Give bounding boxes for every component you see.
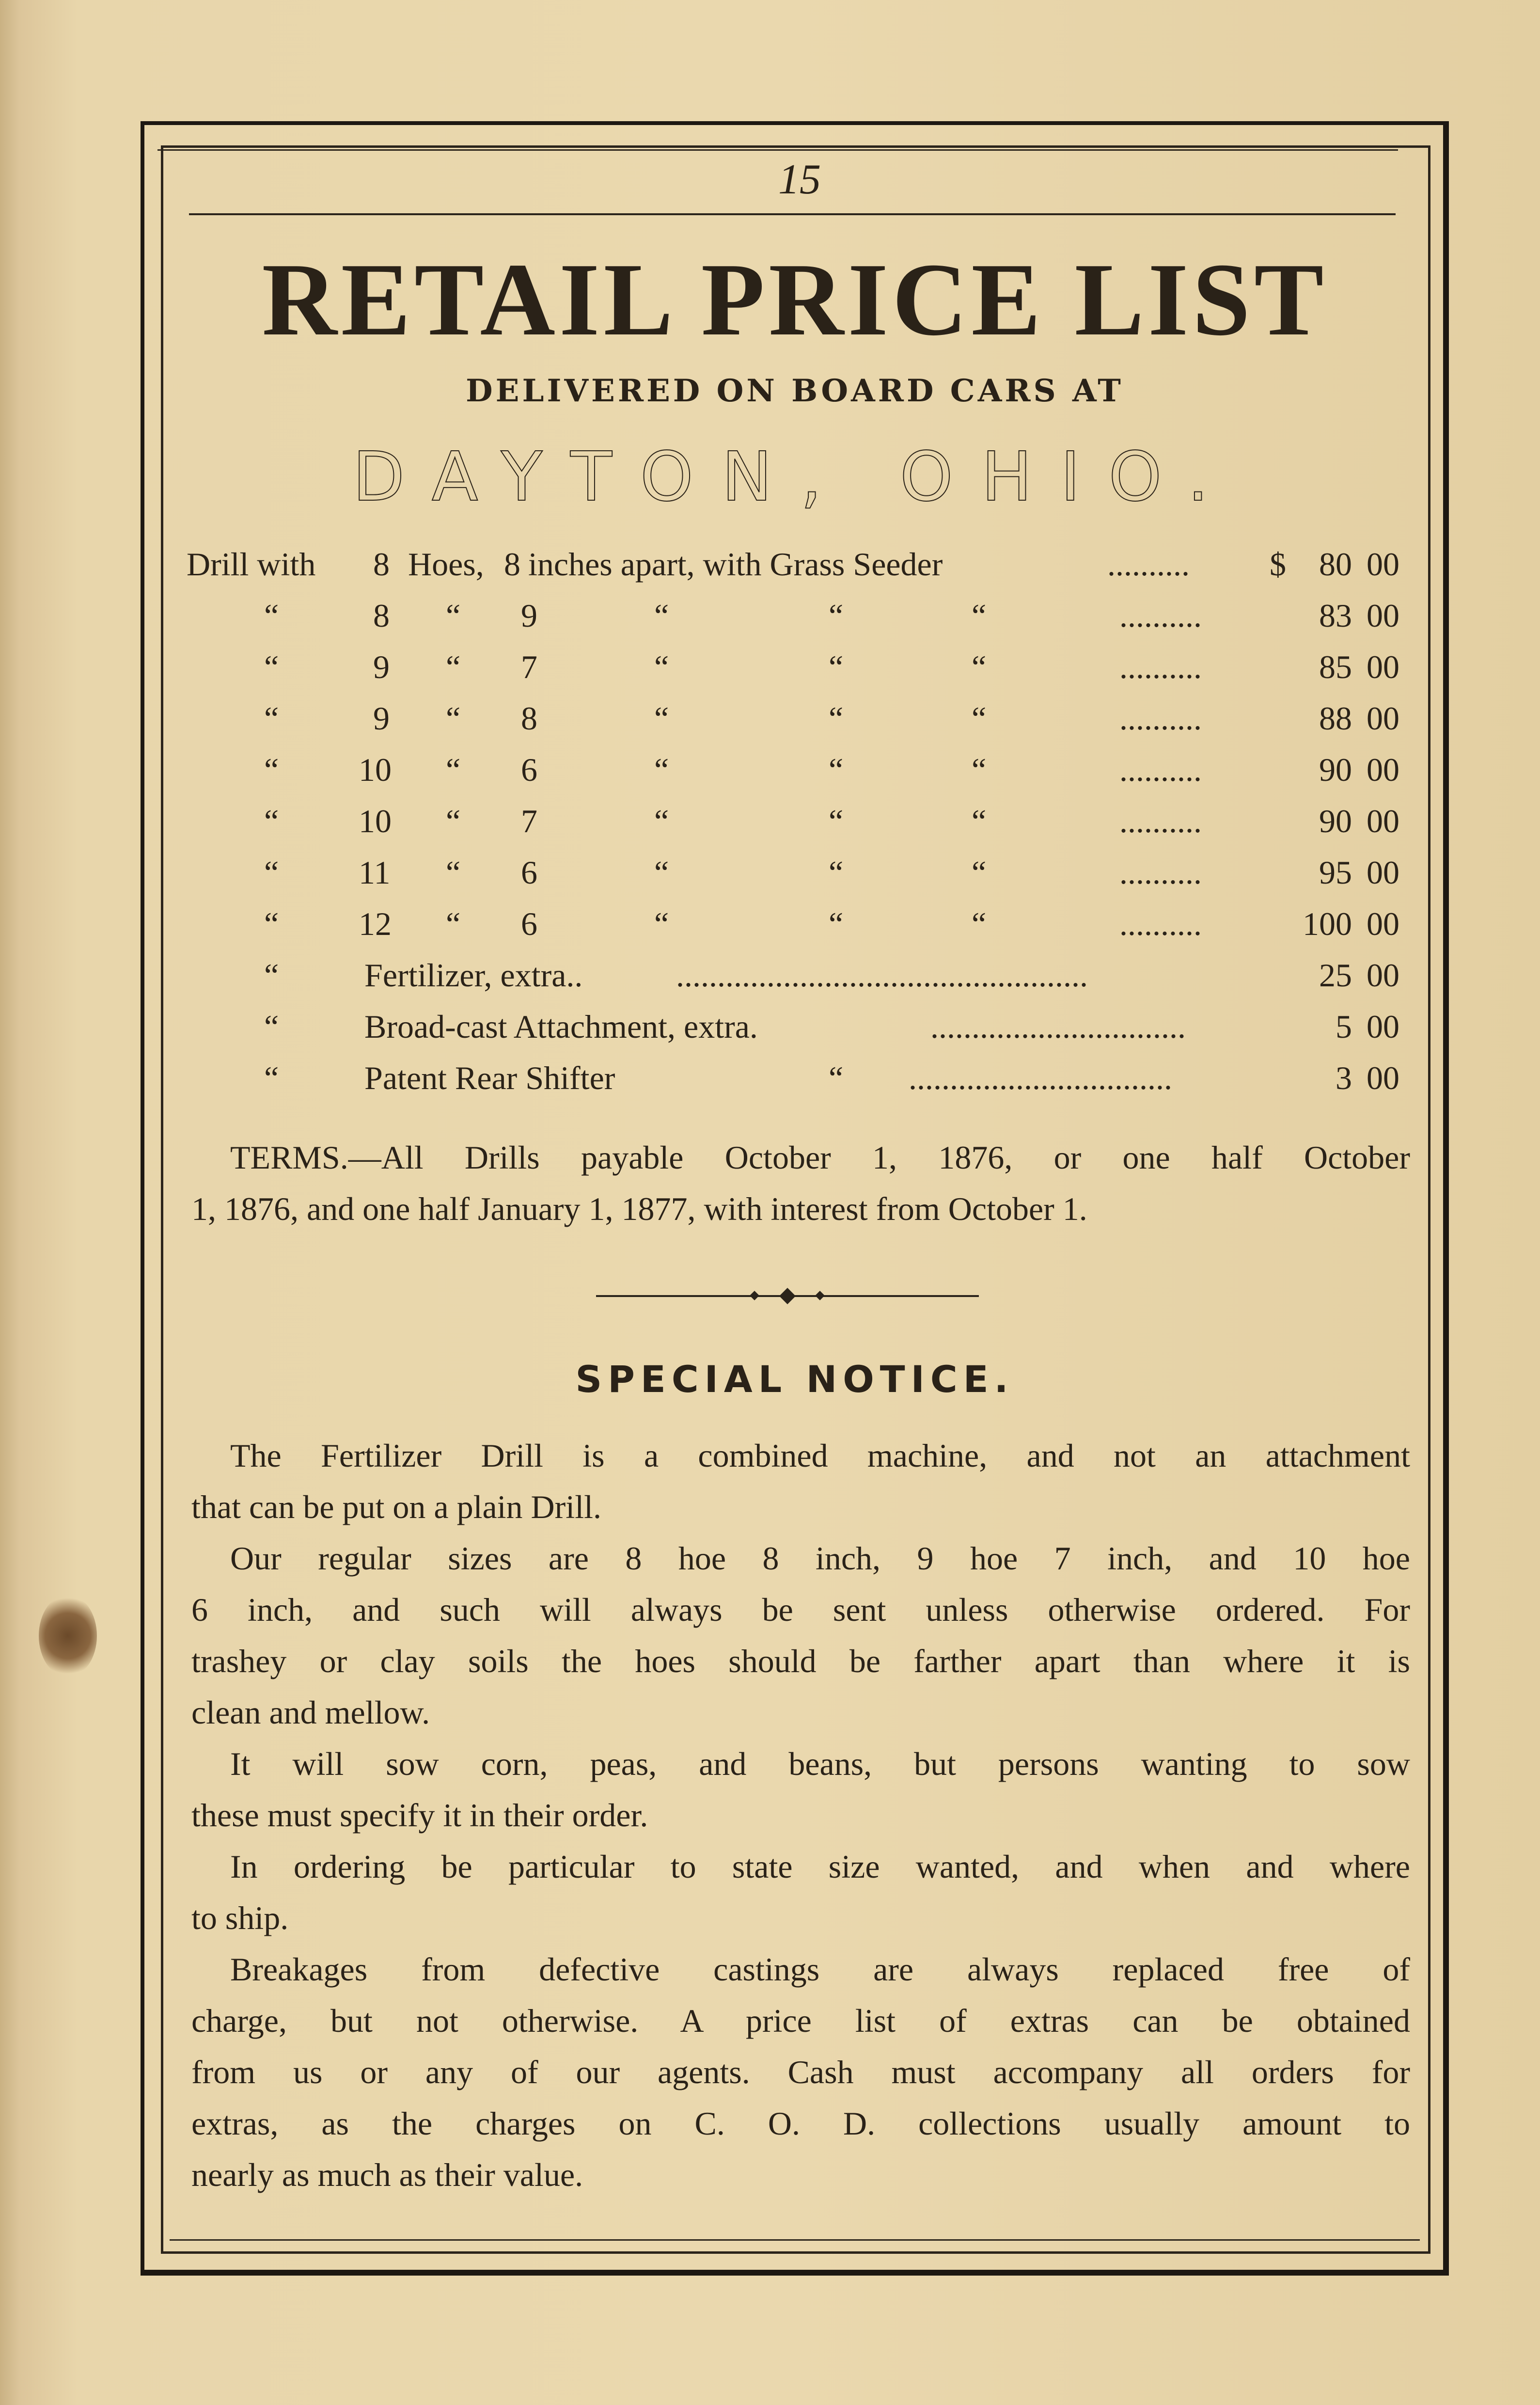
extra-dots: ............................... <box>930 1010 1186 1043</box>
notice-paragraph-2-line: 6 inch, and such will always be sent unless otherwise ordered. For <box>191 1591 1410 1628</box>
paper-stain <box>39 1595 97 1677</box>
notice-paragraph-5-line: from us or any of our agents. Cash must accompany all orders for <box>191 2054 1410 2090</box>
ornamental-divider <box>596 1295 979 1297</box>
row-ditto-1: “ <box>654 700 669 737</box>
row-ditto-3: “ <box>972 905 987 942</box>
row-ditto-1: “ <box>654 597 669 634</box>
page-number: 15 <box>778 156 821 203</box>
row-cents: 00 <box>1367 854 1399 891</box>
row-cents: 00 <box>1367 649 1399 685</box>
row-inches: 6 <box>521 905 537 942</box>
row-hoes-ditto: “ <box>446 905 461 942</box>
row-ditto-1: “ <box>654 803 669 839</box>
row-ditto-2: “ <box>829 649 844 685</box>
notice-paragraph-4-line: to ship. <box>191 1899 289 1936</box>
row-dots: .......... <box>1119 700 1202 737</box>
row-price: 90 <box>1319 803 1352 839</box>
row-inches: 8 <box>521 700 537 737</box>
row-inches: 6 <box>521 854 537 891</box>
row-hoes-ditto: “ <box>446 803 461 839</box>
row-dots: .......... <box>1119 597 1202 634</box>
extra-cents: 00 <box>1367 1008 1399 1045</box>
row-hoes: 9 <box>373 700 390 737</box>
row-hoes: 11 <box>359 854 391 891</box>
notice-paragraph-5-line: Breakages from defective castings are always replaced free of <box>230 1951 1410 1988</box>
row-ditto: “ <box>264 700 279 737</box>
row-hoes-ditto: “ <box>446 751 461 788</box>
row-hoes-ditto: “ <box>446 597 461 634</box>
row-hoes: 10 <box>359 751 392 788</box>
row-ditto-1: “ <box>654 854 669 891</box>
row-dots: .......... <box>1119 649 1202 685</box>
row-ditto-2: “ <box>829 597 844 634</box>
notice-paragraph-5-line: nearly as much as their value. <box>191 2156 583 2193</box>
row-item: Drill with <box>187 546 316 583</box>
row-hoes: 10 <box>359 803 392 839</box>
extra-price: 25 <box>1319 957 1352 994</box>
extra-ditto: “ <box>264 957 279 994</box>
extra-cents: 00 <box>1367 1060 1399 1096</box>
row-ditto: “ <box>264 905 279 942</box>
notice-paragraph-5-line: extras, as the charges on C. O. D. collections usually amount to <box>191 2105 1410 2142</box>
row-dollar: $ <box>1270 546 1286 583</box>
row-ditto-1: “ <box>654 905 669 942</box>
extra-price: 5 <box>1336 1008 1352 1045</box>
page-subtitle: DELIVERED ON BOARD CARS AT <box>466 373 1124 409</box>
terms-line: 1, 1876, and one half January 1, 1877, with interest from October 1. <box>191 1190 1087 1227</box>
page-title: RETAIL PRICE LIST <box>262 241 1328 357</box>
row-ditto-3: “ <box>972 751 987 788</box>
extra-ditto-2: “ <box>829 1060 844 1096</box>
row-hoes: 8 <box>373 597 390 634</box>
row-dots: .......... <box>1119 905 1202 942</box>
row-cents: 00 <box>1367 700 1399 737</box>
row-ditto-3: “ <box>972 854 987 891</box>
row-price: 88 <box>1319 700 1352 737</box>
row-ditto-3: “ <box>972 597 987 634</box>
row-hoes: 9 <box>373 649 390 685</box>
extra-dots: ................................ <box>909 1061 1172 1094</box>
row-ditto-3: “ <box>972 700 987 737</box>
row-price: 95 <box>1319 854 1352 891</box>
row-dots: .......... <box>1107 546 1190 583</box>
row-ditto: “ <box>264 854 279 891</box>
row-ditto-3: “ <box>972 649 987 685</box>
city-heading: DAYTON, OHIO. <box>352 438 1237 517</box>
row-ditto-2: “ <box>829 803 844 839</box>
row-dots: .......... <box>1119 751 1202 788</box>
row-ditto-1: “ <box>654 649 669 685</box>
row-ditto: “ <box>264 751 279 788</box>
row-dots: .......... <box>1119 854 1202 891</box>
row-inches: 7 <box>521 649 537 685</box>
row-price: 90 <box>1319 751 1352 788</box>
row-cents: 00 <box>1367 751 1399 788</box>
row-price: 80 <box>1319 546 1352 583</box>
row-ditto-2: “ <box>829 854 844 891</box>
row-ditto-2: “ <box>829 751 844 788</box>
row-hoes-ditto: “ <box>446 700 461 737</box>
row-inches: 6 <box>521 751 537 788</box>
extra-price: 3 <box>1336 1060 1352 1096</box>
row-inches-label: inches apart, with Grass Seeder <box>528 546 943 583</box>
row-cents: 00 <box>1367 546 1399 583</box>
extra-cents: 00 <box>1367 957 1399 994</box>
row-inches: 9 <box>521 597 537 634</box>
row-inches: 8 <box>504 546 520 583</box>
row-ditto-2: “ <box>829 905 844 942</box>
notice-paragraph-4-line: In ordering be particular to state size wanted, and when and where <box>230 1848 1410 1885</box>
row-hoes: 12 <box>359 905 392 942</box>
row-price: 83 <box>1319 597 1352 634</box>
row-inches: 7 <box>521 803 537 839</box>
row-price: 100 <box>1303 905 1352 942</box>
extra-ditto: “ <box>264 1060 279 1096</box>
row-ditto: “ <box>264 803 279 839</box>
row-ditto-1: “ <box>654 751 669 788</box>
row-ditto-3: “ <box>972 803 987 839</box>
row-cents: 00 <box>1367 597 1399 634</box>
notice-paragraph-5-line: charge, but not otherwise. A price list of extras can be obtained <box>191 2002 1410 2039</box>
notice-paragraph-2-line: Our regular sizes are 8 hoe 8 inch, 9 hoe 7 inch, and 10 hoe <box>230 1540 1410 1577</box>
row-price: 85 <box>1319 649 1352 685</box>
extra-label: Broad-cast Attachment, extra. <box>364 1008 758 1045</box>
row-hoes-label: Hoes, <box>408 546 484 583</box>
row-ditto: “ <box>264 597 279 634</box>
header-rule-bottom <box>189 213 1396 215</box>
row-ditto-2: “ <box>829 700 844 737</box>
extra-dots: .................................................. <box>676 959 1088 992</box>
extra-ditto: “ <box>264 1008 279 1045</box>
notice-heading: SPECIAL NOTICE. <box>575 1358 1014 1401</box>
extra-label: Patent Rear Shifter <box>364 1060 615 1096</box>
notice-paragraph-3-line: It will sow corn, peas, and beans, but persons wanting to sow <box>230 1745 1410 1782</box>
header-rule-top <box>157 149 1398 151</box>
row-hoes: 8 <box>373 546 390 583</box>
row-ditto: “ <box>264 649 279 685</box>
row-cents: 00 <box>1367 905 1399 942</box>
row-dots: .......... <box>1119 803 1202 839</box>
row-hoes-ditto: “ <box>446 649 461 685</box>
notice-paragraph-2-line: clean and mellow. <box>191 1694 430 1731</box>
notice-paragraph-3-line: these must specify it in their order. <box>191 1797 648 1834</box>
row-hoes-ditto: “ <box>446 854 461 891</box>
notice-paragraph-2-line: trashey or clay soils the hoes should be farther apart than where it is <box>191 1643 1410 1679</box>
extra-label: Fertilizer, extra.. <box>364 957 583 994</box>
footer-rule <box>170 2239 1420 2241</box>
notice-paragraph-1-line: The Fertilizer Drill is a combined machine, and not an attachment <box>230 1437 1410 1474</box>
terms-line: TERMS.—All Drills payable October 1, 1876, or one half October <box>230 1139 1410 1176</box>
notice-paragraph-1-line: that can be put on a plain Drill. <box>191 1488 601 1525</box>
row-cents: 00 <box>1367 803 1399 839</box>
